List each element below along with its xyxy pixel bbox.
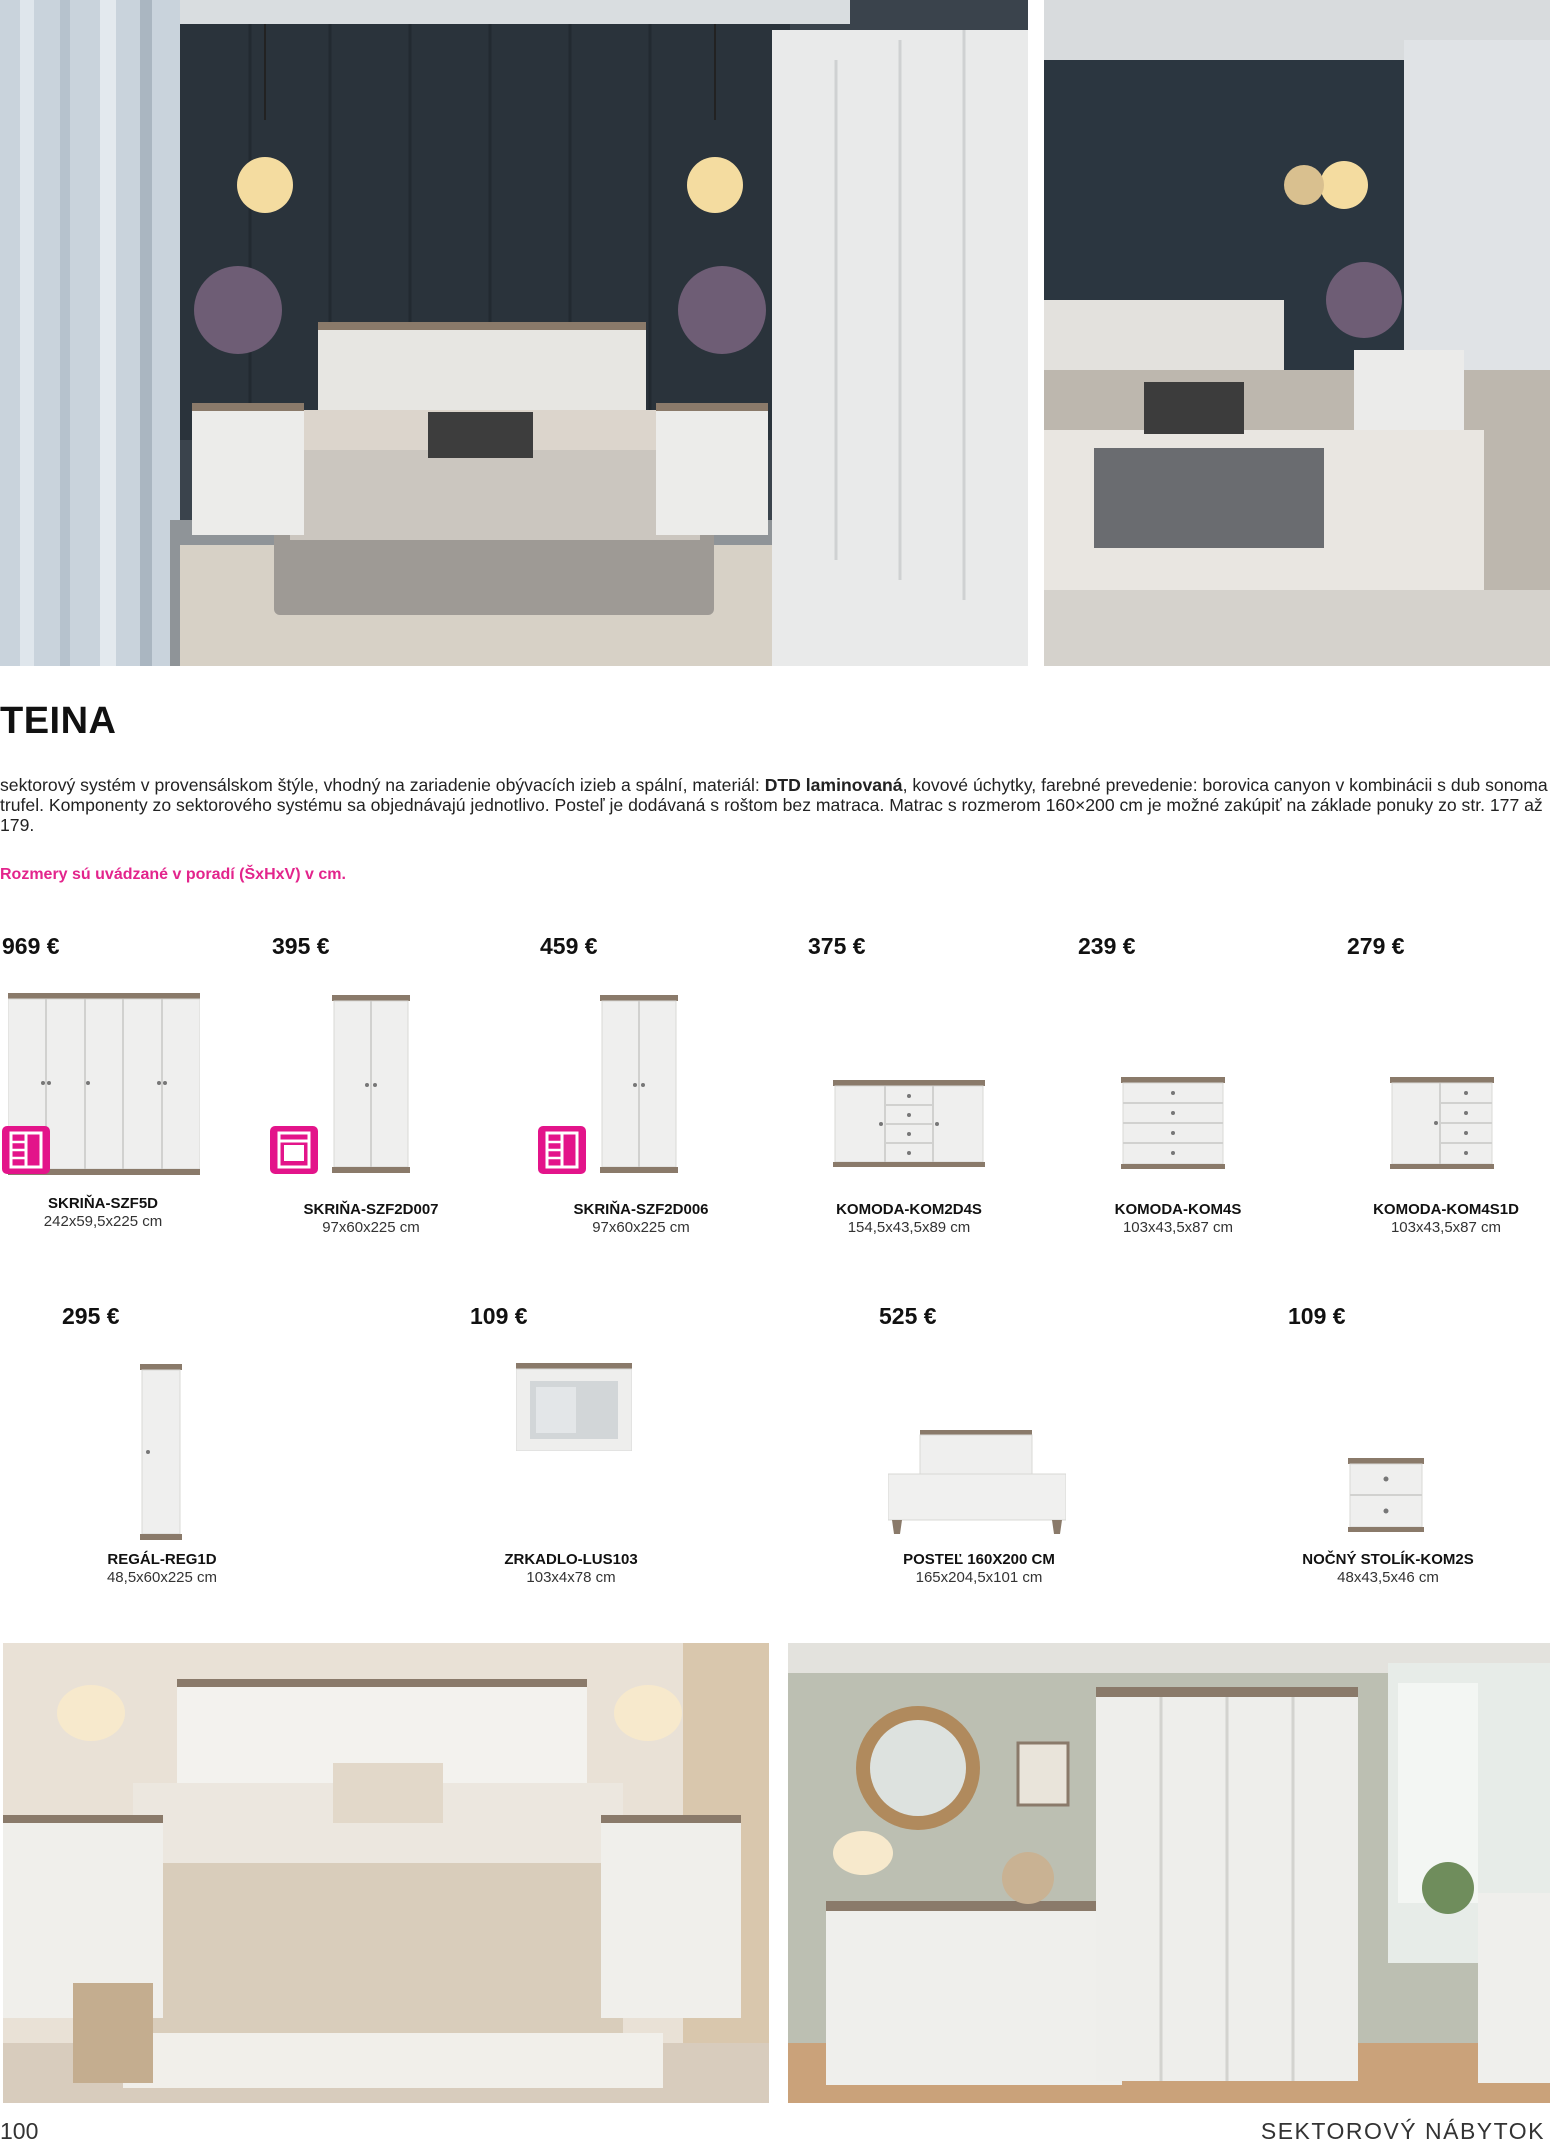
product-price: 239 € [1078, 933, 1136, 959]
wardrobe-rail-icon [270, 1126, 318, 1174]
product-dimensions: 242x59,5x225 cm [43, 1213, 163, 1230]
product-dimensions: 48,5x60x225 cm [106, 1569, 218, 1586]
product-name: SKRIŇA-SZF2D006 [573, 1201, 709, 1218]
product-price: 295 € [62, 1303, 120, 1329]
product-name: KOMODA-KOM4S [1114, 1201, 1242, 1218]
mirror-lus103-image [516, 1363, 632, 1451]
wardrobe-shelves-icon [538, 1126, 586, 1174]
wardrobe-szf2d007-image [332, 995, 410, 1173]
product-price: 969 € [2, 933, 60, 959]
product-dimensions: 103x4x78 cm [526, 1569, 616, 1586]
wardrobe-szf2d006-image [600, 995, 678, 1173]
description-material: DTD laminovaná [764, 775, 903, 795]
series-description [0, 775, 1548, 835]
page-number: 100 [0, 2118, 39, 2144]
product-name: SKRIŇA-SZF5D [47, 1195, 159, 1212]
product-price: 109 € [1288, 1303, 1346, 1329]
product-dimensions: 97x60x225 cm [322, 1219, 420, 1236]
product-name: ZRKADLO-LUS103 [504, 1551, 638, 1568]
section-title: SEKTOROVÝ NÁBYTOK [1260, 2118, 1545, 2144]
product-price: 459 € [540, 933, 598, 959]
nightstand-kom2s-image [1348, 1458, 1424, 1532]
bedroom-dark-wall-photo [0, 0, 1028, 666]
dresser-kom2d4s-image [833, 1080, 985, 1167]
living-room-wardrobe-photo [788, 1643, 1550, 2103]
product-name: KOMODA-KOM4S1D [1373, 1201, 1519, 1218]
bed-closeup-photo [1044, 0, 1550, 666]
product-dimensions: 103x43,5x87 cm [1390, 1219, 1502, 1236]
product-dimensions: 97x60x225 cm [592, 1219, 690, 1236]
bed-160x200-image [888, 1430, 1066, 1534]
product-name: NOČNÝ STOLÍK-KOM2S [1302, 1551, 1474, 1568]
product-price: 395 € [272, 933, 330, 959]
description-part2: , kovové úchytky, farebné prevedenie: borovica canyon v kombinácii s dub sonoma trufel. Komponenty zo sektorového systému sa objednávajú jednotlivo. Posteľ je dodávaná s roštom bez matraca. Matrac s rozmerom 160×200 cm je možné zakúpiť na základe ponuky zo str. 177 až 179. [0, 775, 1548, 835]
product-dimensions: 48x43,5x46 cm [1337, 1569, 1439, 1586]
product-name: POSTEĽ 160X200 CM [903, 1551, 1055, 1568]
product-name: REGÁL-REG1D [107, 1551, 217, 1568]
series-title: TEINA [0, 700, 117, 742]
shelf-reg1d-image [140, 1364, 182, 1540]
product-name: SKRIŇA-SZF2D007 [303, 1201, 439, 1218]
product-price: 109 € [470, 1303, 528, 1329]
product-dimensions: 154,5x43,5x89 cm [847, 1219, 971, 1236]
product-dimensions: 103x43,5x87 cm [1122, 1219, 1234, 1236]
wardrobe-shelves-icon [2, 1126, 50, 1174]
bedroom-beige-photo [3, 1643, 769, 2103]
product-name: KOMODA-KOM2D4S [836, 1201, 982, 1218]
dimension-note: Rozmery sú uvádzané v poradí (ŠxHxV) v cm. [0, 866, 346, 883]
dresser-kom4s1d-image [1390, 1077, 1494, 1169]
product-price: 375 € [808, 933, 866, 959]
description-part1: sektorový systém v provensálskom štýle, vhodný na zariadenie obývacích izieb a spální, materiál: [0, 775, 765, 795]
product-dimensions: 165x204,5x101 cm [915, 1569, 1043, 1586]
dresser-kom4s-image [1121, 1077, 1225, 1169]
product-price: 279 € [1347, 933, 1405, 959]
product-price: 525 € [879, 1303, 937, 1329]
